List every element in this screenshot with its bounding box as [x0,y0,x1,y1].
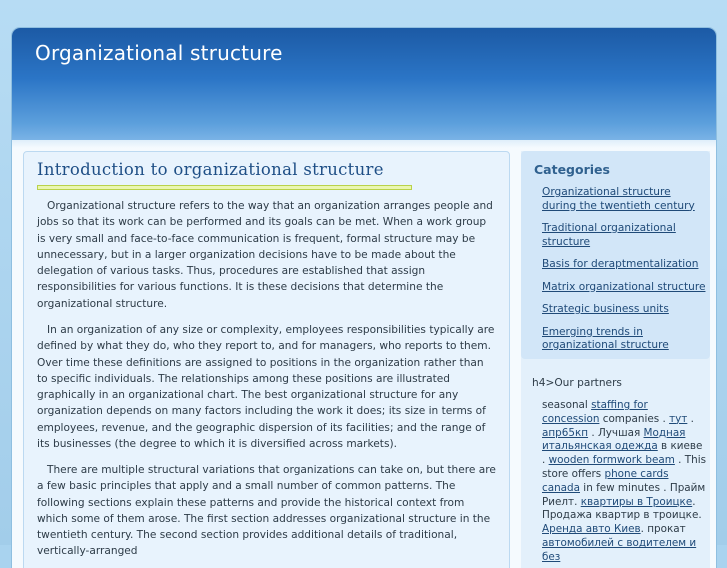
partners-text: . Продажа квартир в троицке. [542,495,702,522]
partner-link[interactable]: phone cards canada [542,467,669,494]
partners-text: . This store offers [542,454,707,480]
main-content [23,151,510,568]
partners-text: . Лучшая [588,426,644,439]
site-frame [12,28,716,568]
category-link-departmentalization[interactable]: Basis for deraptmentalization [542,258,699,270]
category-link-matrix[interactable]: Matrix organizational structure [542,280,706,293]
partners-text: seasonal [542,399,592,411]
title-underline [37,185,412,190]
site-title[interactable]: Organizational structure [35,41,283,65]
categories-title: Categories [534,162,610,177]
categories-list [542,186,707,353]
categories-box [521,151,710,359]
article-paragraph: Organizational structure refers to the way that an organization arranges people and jobs so that its work can be performed and its goals can be met. When a work group is very small and face-to-face communication is frequent, formal structure may be unnecessary, but in a larger organization decisions have to be made about the delegation of various tasks. Thus, procedures are established that assign responsibilities for various functions. It is these decisions that determine the organizational structure. [37,200,493,310]
site-header [12,28,716,140]
partner-link[interactable]: апр65кп [542,426,589,439]
partner-link[interactable]: автомобилей с водителем и без [542,536,697,563]
category-link-emerging-trends[interactable]: Emerging trends in organizational structure [542,325,669,351]
article-title: Introduction to organizational structure [37,160,384,179]
partner-link[interactable]: Модная итальянская одежда [542,426,686,453]
partners-block [542,399,708,565]
category-link-twentieth-century[interactable]: Organizational structure during the twentieth century [542,186,695,212]
partner-link[interactable]: квартиры в Троицке [580,495,693,508]
partners-title: h4>Our partners [532,377,622,389]
sidebar [521,151,710,568]
partners-text: companies . [599,412,670,425]
article-paragraph: In an organization of any size or complexity, employees responsibilities typically are defined by what they do, who they report to, and for managers, who reports to them. Over time these definitions are assigned to positions in the organization rather than to specific individuals. The relationships among these positions are illustrated graphically in an organizational chart. The best organizational structure for any organization depends on many factors including the work it does; its size in terms of employees, revenue, and the geographic dispersion of its facilities; and the range of its businesses (the degree to which it is diversified across markets). [37,324,495,451]
partners-text: . [687,412,694,425]
partners-text: в киеве . [542,440,703,467]
article-paragraph: There are multiple structural variations that organizations can take on, but there are a few basic principles that apply and a small number of common patterns. The following sections explain these patterns and provide the historical context from which some of them arose. The first section addresses organizational structure in the twentieth century. The second section provides additional details of traditional, vertically-arranged [37,464,496,558]
category-link-strategic-units[interactable]: Strategic business units [542,303,669,315]
partner-link[interactable]: Аренда авто Киев [542,523,641,536]
partner-link[interactable]: staffing for concession [542,399,648,425]
partner-link[interactable]: wooden formwork beam [548,454,675,467]
category-link-traditional[interactable]: Traditional organizational structure [542,222,676,248]
partners-text: . прокат [640,523,686,536]
header-divider [12,140,716,148]
partner-link[interactable]: тут [669,412,688,425]
partners-text: in few minutes . Прайм Риелт. [542,481,706,508]
